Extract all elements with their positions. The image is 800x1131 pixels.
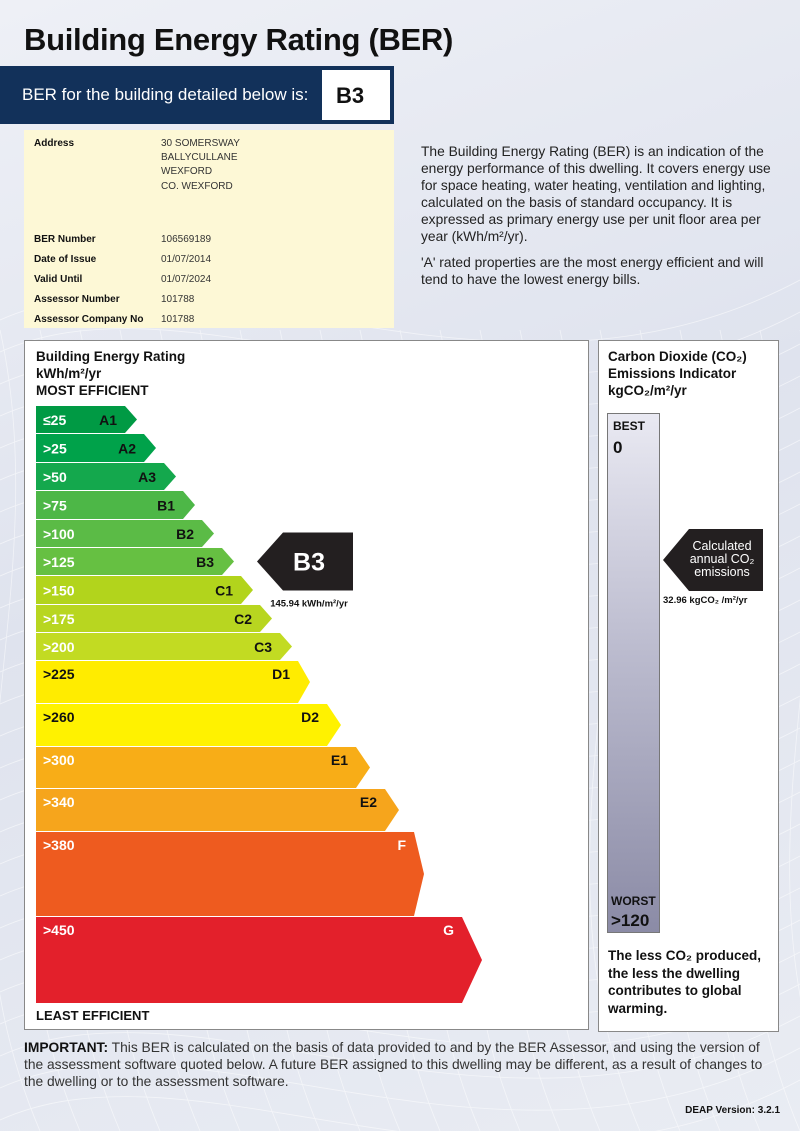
ber-band-grade-d1: D1 [272, 666, 290, 682]
building-details [24, 130, 394, 328]
ber-band-grade-e2: E2 [359, 794, 377, 810]
ber-band-e1 [36, 747, 370, 788]
banner-rating: B3 [336, 83, 365, 108]
detail-value-address-line-4: CO. WEXFORD [161, 181, 233, 192]
ber-band-grade-b1: B1 [157, 497, 175, 514]
detail-label-valid-until: Valid Until [34, 274, 83, 285]
ber-panel-unit: kWh/m²/yr [36, 366, 102, 381]
banner-rating-box [320, 68, 392, 122]
ber-band-d1 [36, 661, 310, 703]
co2-marker-label: Calculated annual CO₂ emissions [689, 539, 755, 579]
ber-band-range-b1: >75 [43, 497, 67, 514]
detail-label-ber-number: BER Number [34, 234, 96, 245]
ber-band-range-a1: ≤25 [43, 412, 67, 428]
detail-label-address: Address [34, 138, 75, 149]
ber-intro [421, 143, 783, 288]
ber-band-range-a2: >25 [43, 440, 67, 457]
co2-unit: kgCO₂/m²/yr [608, 383, 687, 398]
ber-band-range-b3: >125 [43, 554, 75, 570]
ber-band-grade-c1: C1 [215, 582, 233, 599]
co2-note: The less CO₂ produced, the less the dwelling contributes to global warming. [608, 948, 762, 1016]
ber-marker-grade: B3 [293, 548, 325, 577]
ber-band-range-b2: >100 [43, 526, 75, 542]
intro-paragraph-2: 'A' rated properties are the most energy efficient and will tend to have the lowest energy bills. [421, 255, 764, 287]
ber-band-grade-d2: D2 [301, 709, 319, 725]
ber-band-range-d2: >260 [43, 709, 75, 725]
detail-label-assessor-number: Assessor Number [34, 294, 120, 305]
detail-value-address-line-2: BALLYCULLANE [161, 152, 238, 163]
ber-band-grade-a1: A1 [99, 412, 117, 428]
ber-band-grade-e1: E1 [330, 752, 348, 768]
ber-scale-panel [24, 340, 589, 1030]
important-text: This BER is calculated on the basis of data provided to and by the BER Assessor, and using the version of the assessment software quoted below. A future BER assigned to this dwelling may be different, as a result of changes to the dwelling or to the assessment software. [24, 1040, 763, 1089]
ber-band-grade-a2: A2 [118, 440, 136, 457]
ber-band-f [36, 832, 424, 916]
detail-value-date-of-issue: 01/07/2014 [161, 254, 212, 265]
ber-band-grade-c3: C3 [254, 639, 272, 655]
ber-band-range-a3: >50 [43, 469, 67, 485]
co2-panel [598, 340, 779, 1032]
ber-band-grade-g: G [443, 922, 454, 938]
intro-paragraph-1: The Building Energy Rating (BER) is an indication of the energy performance of this dwelling. It covers energy use for space heating, water heating, ventilation and lighting, calculated on the basis of standard occupancy. It is expressed as primary energy use per unit floor area per year (kWh/m²/yr). [421, 144, 771, 244]
important-label: IMPORTANT: [24, 1040, 109, 1055]
detail-label-date-of-issue: Date of Issue [34, 254, 97, 265]
ber-marker-value: 145.94 kWh/m²/yr [270, 598, 348, 610]
co2-worst-label: WORST [611, 894, 656, 908]
ber-band-grade-b3: B3 [196, 554, 214, 570]
ber-band-d2 [36, 704, 341, 746]
detail-value-address-line-1: 30 SOMERSWAY [161, 138, 240, 149]
page-title: Building Energy Rating (BER) [24, 22, 454, 57]
detail-label-assessor-company: Assessor Company No [34, 314, 144, 325]
detail-value-ber-number: 106569189 [161, 234, 212, 245]
ber-band-e2 [36, 789, 399, 831]
ber-band-grade-c2: C2 [234, 611, 252, 627]
co2-title: Carbon Dioxide (CO₂) [608, 349, 747, 364]
ber-band-range-g: >450 [43, 922, 75, 938]
deap-version: DEAP Version: 3.2.1 [685, 1105, 780, 1116]
detail-value-valid-until: 01/07/2024 [161, 274, 212, 285]
ber-rating-scale [25, 341, 590, 1031]
co2-best-value: 0 [613, 438, 623, 457]
co2-worst-value: >120 [611, 911, 650, 930]
ber-panel-title: Building Energy Rating [36, 349, 186, 364]
co2-best-label: BEST [613, 419, 646, 433]
detail-value-assessor-number: 101788 [161, 294, 195, 305]
ber-band-range-e1: >300 [43, 752, 75, 768]
ber-band-range-c1: >150 [43, 582, 75, 599]
most-efficient-label: MOST EFFICIENT [36, 383, 149, 398]
ber-band-range-c2: >175 [43, 611, 75, 627]
ber-band-grade-b2: B2 [176, 526, 194, 542]
least-efficient-label: LEAST EFFICIENT [36, 1008, 150, 1023]
ber-band-range-e2: >340 [43, 794, 75, 810]
ber-band-g [36, 917, 482, 1003]
co2-subtitle: Emissions Indicator [608, 366, 737, 381]
ber-band-range-c3: >200 [43, 639, 75, 655]
co2-marker-value: 32.96 kgCO₂ /m²/yr [663, 595, 748, 606]
co2-heading [608, 348, 747, 399]
important-notice [24, 1039, 764, 1090]
banner-text: BER for the building detailed below is: [22, 85, 309, 104]
ber-band-grade-a3: A3 [138, 469, 156, 485]
detail-value-address-line-3: WEXFORD [161, 166, 213, 177]
co2-scale-bar [607, 413, 660, 933]
ber-band-grade-f: F [397, 837, 406, 853]
ber-band-range-d1: >225 [43, 666, 75, 682]
detail-value-assessor-company: 101788 [161, 314, 195, 325]
ber-band-range-f: >380 [43, 837, 75, 853]
ber-banner [0, 66, 394, 124]
